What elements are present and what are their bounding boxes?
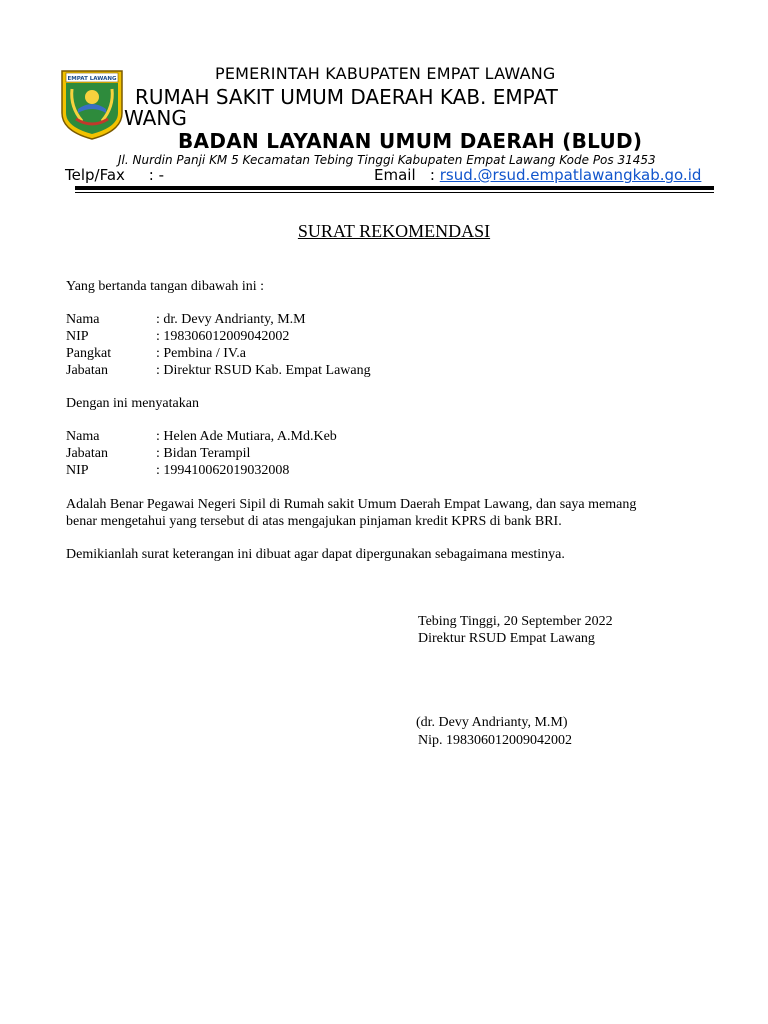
regency-logo-icon — [58, 69, 126, 141]
subject-position-label: Jabatan — [66, 446, 108, 461]
signer-rank-value: : Pembina / IV.a — [156, 346, 246, 361]
address-line: Jl. Nurdin Panji KM 5 Kecamatan Tebing Tinggi Kabupaten Empat Lawang Kode Pos 31453 — [118, 153, 656, 167]
subject-fields — [0, 428, 768, 480]
subject-nip-label: NIP — [66, 463, 89, 478]
government-heading: PEMERINTAH KABUPATEN EMPAT LAWANG — [215, 64, 556, 83]
header-divider-thick — [75, 186, 714, 190]
email-link[interactable]: rsud.@rsud.empatlawangkab.go.id — [439, 166, 702, 184]
signature-place-date: Tebing Tinggi, 20 September 2022 — [418, 614, 613, 629]
hospital-name-line1: RUMAH SAKIT UMUM DAERAH KAB. EMPAT — [135, 85, 558, 109]
signer-nip-value: : 198306012009042002 — [156, 329, 290, 344]
svg-text:EMPAT LAWANG: EMPAT LAWANG — [67, 76, 117, 82]
signature-position: Direktur RSUD Empat Lawang — [418, 631, 595, 646]
header-divider-thin — [75, 192, 714, 193]
closing-text: Demikianlah surat keterangan ini dibuat agar dapat dipergunakan sebagaimana mestinya. — [66, 547, 565, 562]
signer-name-label: Nama — [66, 312, 100, 327]
body-line-1: Adalah Benar Pegawai Negeri Sipil di Rumah sakit Umum Daerah Empat Lawang, dan saya memang — [66, 497, 637, 512]
signer-position-label: Jabatan — [66, 363, 108, 378]
blud-heading: BADAN LAYANAN UMUM DAERAH (BLUD) — [178, 129, 643, 153]
statement-text: Dengan ini menyatakan — [66, 396, 199, 411]
signature-nip: Nip. 198306012009042002 — [418, 733, 572, 748]
subject-name-label: Nama — [66, 429, 100, 444]
email-line — [374, 166, 701, 184]
signer-position-value: : Direktur RSUD Kab. Empat Lawang — [156, 363, 371, 378]
hospital-name-line2: WANG — [124, 106, 187, 130]
email-label: Email : — [374, 166, 440, 184]
signer-fields — [0, 311, 768, 381]
signer-name-value: : dr. Devy Andrianty, M.M — [156, 312, 306, 327]
subject-nip-value: : 199410062019032008 — [156, 463, 290, 478]
document-title: SURAT REKOMENDASI — [297, 221, 491, 241]
telp-fax: Telp/Fax : - — [65, 166, 164, 184]
subject-name-value: : Helen Ade Mutiara, A.Md.Keb — [156, 429, 337, 444]
signature-name: (dr. Devy Andrianty, M.M) — [416, 715, 568, 730]
signer-nip-label: NIP — [66, 329, 89, 344]
signer-rank-label: Pangkat — [66, 346, 112, 361]
intro-text: Yang bertanda tangan dibawah ini : — [66, 279, 265, 294]
subject-position-value: : Bidan Terampil — [156, 446, 251, 461]
body-line-2: benar mengetahui yang tersebut di atas mengajukan pinjaman kredit KPRS di bank BRI. — [66, 514, 562, 529]
